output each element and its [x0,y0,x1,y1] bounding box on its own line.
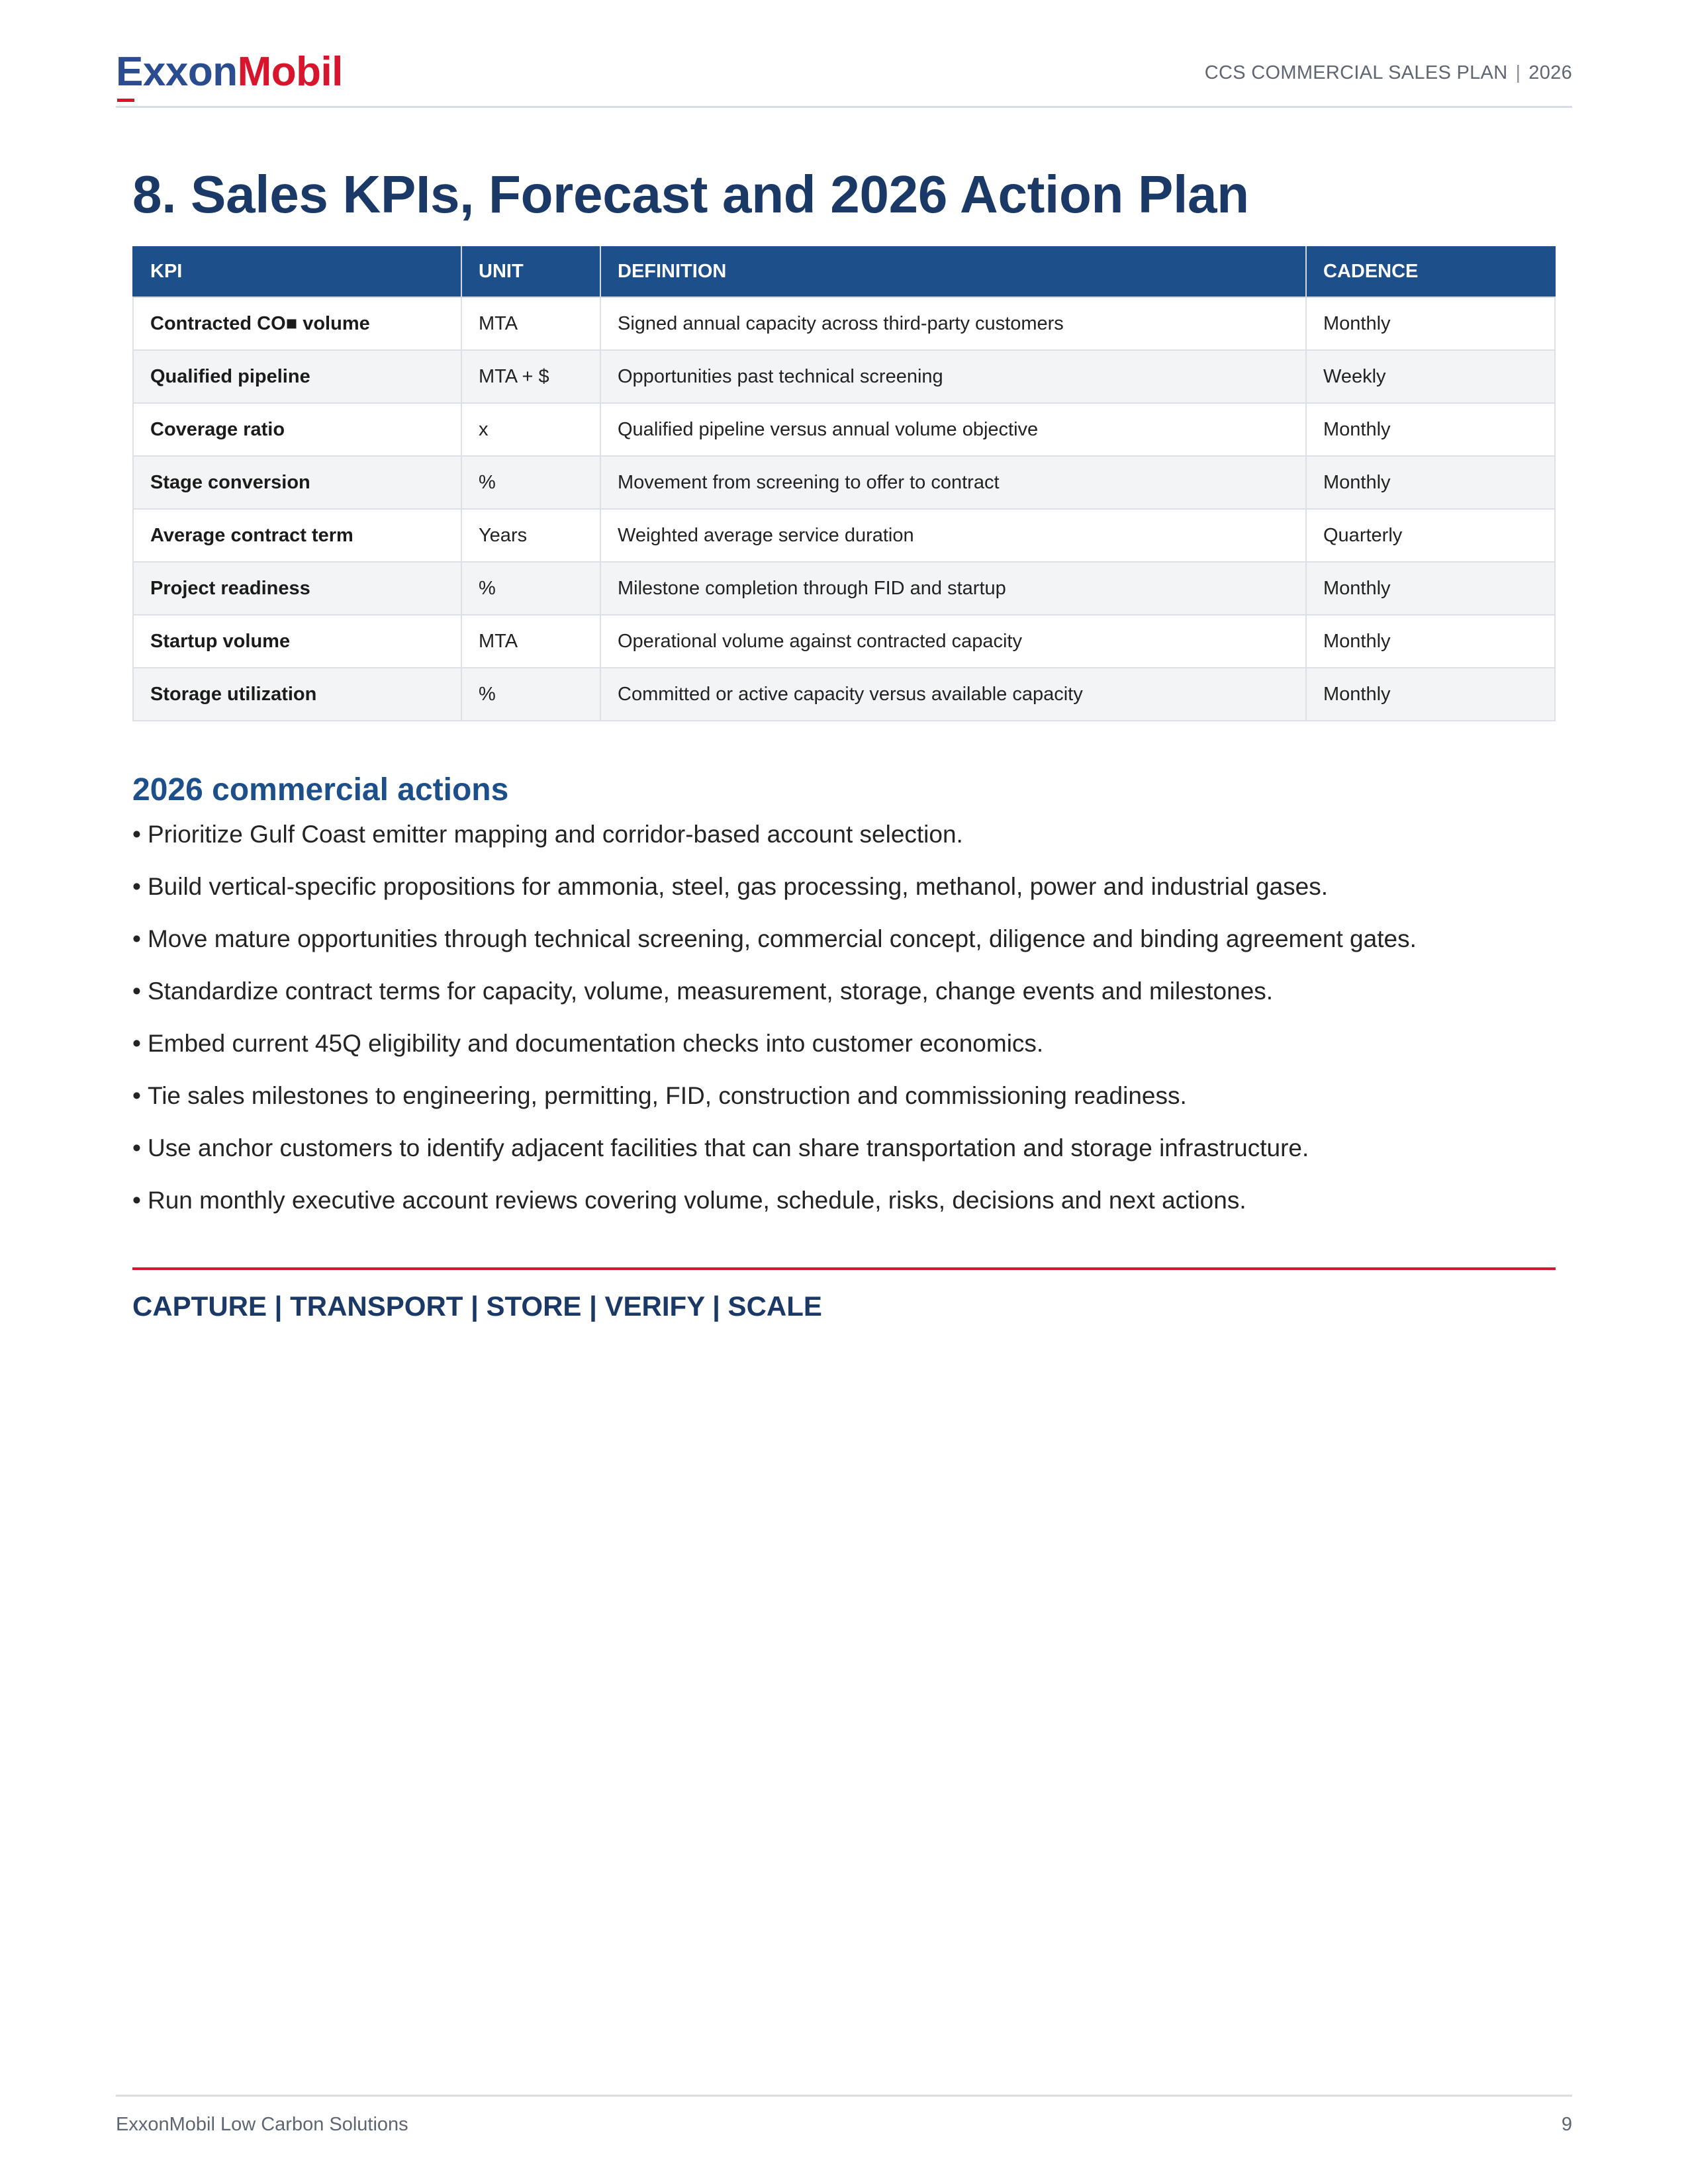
bullet-icon: • [132,1030,141,1057]
unit-cell: % [461,668,600,721]
footer-divider [116,2095,1572,2097]
column-header-cadence: CADENCE [1306,246,1555,297]
list-item [132,1133,1556,1185]
kpi-name-cell: Project readiness [133,562,461,615]
bullet-icon: • [132,1082,141,1109]
column-header-unit: UNIT [461,246,600,297]
table-row [133,297,1555,350]
list-item [132,924,1556,976]
kpi-table-header-row [133,246,1555,297]
bullet-icon: • [132,1134,141,1161]
list-item [132,976,1556,1028]
action-text: Embed current 45Q eligibility and documentation checks into customer economics. [147,1030,1044,1057]
kpi-name-cell: Coverage ratio [133,403,461,456]
bullet-icon: • [132,978,141,1005]
doc-year: 2026 [1528,62,1572,83]
cadence-cell: Quarterly [1306,509,1555,562]
exxonmobil-logo [116,49,343,95]
column-header-kpi: KPI [133,246,461,297]
cadence-cell: Monthly [1306,297,1555,350]
table-row [133,562,1555,615]
action-text: Build vertical-specific propositions for ammonia, steel, gas processing, methanol, power and industrial gases. [147,873,1329,900]
bullet-icon: • [132,873,141,900]
logo-mobil: Mobil [237,49,343,95]
page-header [116,48,1572,107]
definition-cell: Opportunities past technical screening [600,350,1306,403]
definition-cell: Qualified pipeline versus annual volume objective [600,403,1306,456]
cadence-cell: Weekly [1306,350,1555,403]
action-text: Tie sales milestones to engineering, permitting, FID, construction and commissioning readiness. [147,1082,1187,1109]
list-item [132,872,1556,924]
unit-cell: x [461,403,600,456]
unit-cell: MTA [461,297,600,350]
table-row [133,509,1555,562]
kpi-name-cell: Storage utilization [133,668,461,721]
cadence-cell: Monthly [1306,456,1555,509]
list-item [132,1028,1556,1081]
definition-cell: Movement from screening to offer to contract [600,456,1306,509]
unit-cell: % [461,562,600,615]
kpi-name-cell: Startup volume [133,615,461,668]
doc-title: CCS COMMERCIAL SALES PLAN [1204,62,1508,83]
page-title: 8. Sales KPIs, Forecast and 2026 Action Plan [132,165,1249,224]
header-divider [116,106,1572,108]
bullet-icon: • [132,821,141,848]
table-row [133,456,1555,509]
header-separator: | [1515,62,1521,83]
unit-cell: % [461,456,600,509]
action-text: Move mature opportunities through technical screening, commercial concept, diligence and binding agreement gates. [147,925,1417,952]
action-text: Standardize contract terms for capacity, volume, measurement, storage, change events and milestones. [147,978,1274,1005]
bullet-icon: • [132,1187,141,1214]
unit-cell: MTA + $ [461,350,600,403]
cadence-cell: Monthly [1306,668,1555,721]
bullet-icon: • [132,925,141,952]
definition-cell: Operational volume against contracted capacity [600,615,1306,668]
kpi-name-cell: Average contract term [133,509,461,562]
cadence-cell: Monthly [1306,562,1555,615]
kpi-name-cell: Stage conversion [133,456,461,509]
header-doc-label [1205,62,1572,84]
action-text: Prioritize Gulf Coast emitter mapping and corridor-based account selection. [147,821,963,848]
actions-heading: 2026 commercial actions [132,772,509,807]
accent-divider [132,1267,1556,1270]
definition-cell: Weighted average service duration [600,509,1306,562]
list-item [132,1185,1556,1238]
definition-cell: Signed annual capacity across third-party customers [600,297,1306,350]
page-number: 9 [1561,2114,1572,2135]
list-item [132,819,1556,872]
action-list [132,819,1556,1238]
unit-cell: Years [461,509,600,562]
table-row [133,403,1555,456]
table-row [133,668,1555,721]
logo-exxon: Exxon [116,52,238,93]
kpi-name-cell: Contracted CO■ volume [133,297,461,350]
logo-accent-bar [117,99,134,102]
table-row [133,350,1555,403]
action-text: Run monthly executive account reviews covering volume, schedule, risks, decisions and next actions. [147,1187,1246,1214]
kpi-table [132,246,1556,721]
action-text: Use anchor customers to identify adjacent facilities that can share transportation and storage infrastructure. [147,1134,1309,1161]
unit-cell: MTA [461,615,600,668]
list-item [132,1081,1556,1133]
cadence-cell: Monthly [1306,615,1555,668]
cadence-cell: Monthly [1306,403,1555,456]
tagline: CAPTURE | TRANSPORT | STORE | VERIFY | SCALE [132,1291,822,1322]
definition-cell: Milestone completion through FID and startup [600,562,1306,615]
kpi-name-cell: Qualified pipeline [133,350,461,403]
definition-cell: Committed or active capacity versus available capacity [600,668,1306,721]
table-row [133,615,1555,668]
column-header-definition: DEFINITION [600,246,1306,297]
footer-org: ExxonMobil Low Carbon Solutions [116,2114,408,2135]
